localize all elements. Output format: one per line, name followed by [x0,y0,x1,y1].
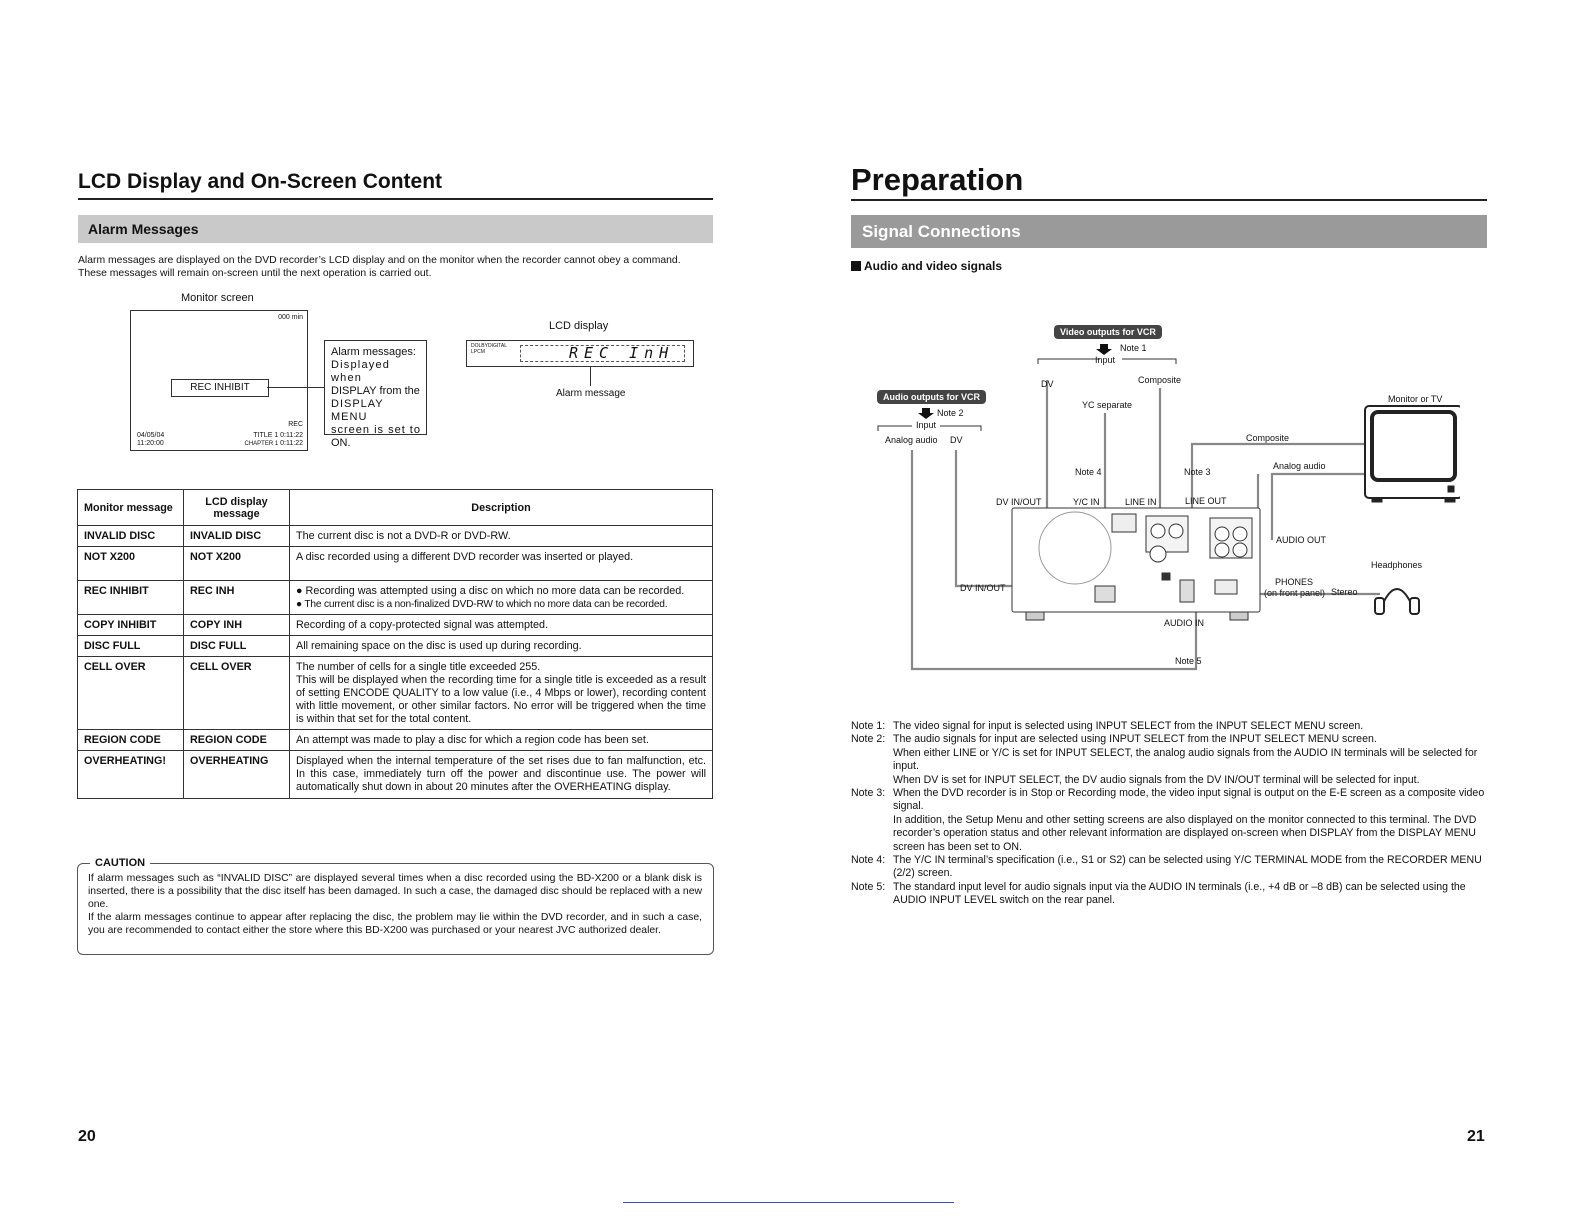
headphones-icon [1375,589,1419,614]
audio-outputs-badge: Audio outputs for VCR [877,390,986,404]
table-row [78,547,713,581]
note-label: Note 4: [851,854,886,867]
table-row [78,636,713,657]
callout-line: DISPLAY from the [331,385,420,397]
callout-line: DISPLAY MENU [331,398,384,423]
note-text: The audio signals for input are selected using INPUT SELECT from the INPUT SELECT MENU screen. When either LINE or Y/C is set for INPUT SELECT, the analog audio signals from the AUDIO IN terminals will be selected for input. When DV is set for INPUT SELECT, the DV audio signals from the DV IN/OUT terminal will be selected for input. [893,733,1478,786]
monitor-chapter-line [245,440,303,447]
table-cell-monitor: REGION CODE [78,730,184,751]
diagram-label: DV [950,435,963,445]
table-cell-lcd: REC INH [184,581,290,615]
monitor-title-line: TITLE 1 0:11:22 [253,432,303,439]
monitor-rec-status: REC [288,421,303,428]
intro-text [78,254,718,280]
diagram-label: Y/C IN [1073,497,1100,507]
lcd-caption: LCD display [549,320,609,332]
diagram-label: Composite [1138,375,1182,385]
monitor-caption: Monitor screen [181,292,254,304]
monitor-remaining: 000 min [278,314,303,321]
diagram-label: Headphones [1371,560,1423,570]
diagram-label: Note 1 [1120,343,1147,353]
section-title: Signal Connections [862,222,1021,241]
lcd-badge-lpcm: LPCM [471,349,485,355]
lcd-alarm-label: Alarm message [556,388,626,399]
diagram-label: AUDIO IN [1164,618,1205,628]
table-cell-desc: Displayed when the internal temperature of the set rises due to fan malfunction, etc. In this case, immediately turn off the power and discontinue use. The power will automatically shut down in about 20 minutes after the OVERHEATING display. [290,751,713,799]
diagram-label: Stereo [1331,587,1358,597]
note-item [851,881,1489,908]
desc-bullet: ● The current disc is a non-finalized DVD-RW to which no more data can be recorded. [296,599,668,610]
table-row [78,657,713,730]
diagram-label: Note 5 [1175,656,1202,666]
note-label: Note 5: [851,880,886,893]
table-header: LCD display message [184,490,290,526]
diagram-label: AUDIO OUT [1276,535,1327,545]
left-page-number: 20 [78,1128,96,1145]
caution-title: CAUTION [90,857,150,869]
table-cell-monitor: OVERHEATING! [78,751,184,799]
diagram-label: PHONES [1275,577,1314,587]
note-item [851,733,1489,787]
table-cell-lcd: DISC FULL [184,636,290,657]
note-text: When the DVD recorder is in Stop or Recording mode, the video input signal is output on the E-E screen as a composite video signal. In addition, the Setup Menu and other setting screens are also displayed on the monitor connected to this terminal. The DVD recorder’s operation status and other relevant information are displayed on-screen when DISPLAY from the DISPLAY MENU screen has been set to ON. [893,787,1485,853]
monitor-chapter-time: 0:11:22 [280,440,303,447]
table-cell-lcd: NOT X200 [184,547,290,581]
callout-line: ON. [331,437,351,449]
table-cell-lcd: OVERHEATING [184,751,290,799]
note-text: The Y/C IN terminal’s specification (i.e., S1 or S2) can be selected using Y/C TERMINAL MODE from the RECORDER MENU (2/2) screen. [893,854,1482,880]
diagram-label: LINE OUT [1185,496,1227,506]
diagram-label: DV IN/OUT [960,583,1006,593]
table-cell-lcd: COPY INH [184,615,290,636]
lcd-badge-dolby: DOLBYDIGITAL [471,343,508,349]
note-label: Note 2: [851,733,886,746]
diagram-label: DV IN/OUT [996,497,1042,507]
table-cell-monitor: CELL OVER [78,657,184,730]
diagram-label: Note 3 [1184,467,1211,477]
diagram-label: YC separate [1082,400,1133,410]
note-item [851,787,1489,854]
table-cell-desc [290,581,713,615]
monitor-date: 04/05/04 [137,432,165,439]
monitor-chapter-label: CHAPTER 1 [244,441,279,447]
right-title-rule [851,199,1487,201]
video-outputs-badge: Video outputs for VCR [1054,325,1162,339]
table-cell-lcd: REGION CODE [184,730,290,751]
recorder-rear-panel [1012,508,1260,620]
table-cell-lcd: CELL OVER [184,657,290,730]
diagram-label: Input [916,420,937,430]
caution-text [88,872,702,937]
footer-link-rule [623,1202,954,1203]
section-title: Alarm Messages [88,221,199,237]
table-cell-desc: The current disc is not a DVD-R or DVD-RW. [290,526,713,547]
note-item [851,720,1489,733]
table-cell-monitor: COPY INHIBIT [78,615,184,636]
diagram-label: Analog audio [885,435,938,445]
diagram-label: Monitor or TV [1388,394,1443,404]
lcd-segment-area [520,345,685,362]
left-title-rule [78,198,713,200]
diagram-label: LINE IN [1125,497,1157,507]
table-cell-monitor: NOT X200 [78,547,184,581]
caution-paragraph: If alarm messages such as “INVALID DISC” are displayed several times when a disc recorded using the BD-X200 or a blank disk is inserted, there is a possibility that the disc itself has been damaged. In such a case, the damaged disc should be replaced with a new one. [88,873,702,910]
diagram-label: Note 4 [1075,467,1102,477]
monitor-screen [130,310,308,451]
note-label: Note 1: [851,720,886,732]
caution-box [77,857,714,955]
diagram-label: Input [1095,355,1116,365]
note-item [851,854,1489,881]
caution-paragraph: If the alarm messages continue to appear after replacing the disc, the problem may lie within the DVD recorder, and in such a case, you are recommended to contact either the store where this BD-X200 was purchased or your nearest JVC authorized dealer. [88,912,702,936]
diagram-label: Note 2 [937,408,964,418]
callout-line: screen is set to [331,424,421,436]
note-label: Note 3: [851,787,886,800]
diagram-label: (on front panel) [1264,588,1326,598]
callout-line: Alarm messages: [331,346,416,358]
monitor-time: 11:20:00 [137,440,164,447]
intro-line-1: Alarm messages are displayed on the DVD recorder’s LCD display and on the monitor when the recorder cannot obey a command. [78,255,681,266]
subsection-heading: Audio and video signals [851,259,1002,273]
right-page-title: Preparation [851,162,1024,197]
diagram-label: Analog audio [1273,461,1326,471]
desc-bullet: ● Recording was attempted using a disc on which no more data can be recorded. [296,585,685,597]
notes-list [851,720,1489,908]
lcd-pointer-line [590,367,591,386]
table-row [78,730,713,751]
table-cell-desc: Recording of a copy-protected signal was attempted. [290,615,713,636]
section-band-alarm [78,215,713,243]
square-bullet-icon [851,261,861,271]
intro-line-2: These messages will remain on-screen until the next operation is carried out. [78,268,432,279]
table-cell-desc [290,657,713,730]
section-band-signal [851,215,1487,248]
desc-line: This will be displayed when the recording time for a single title is exceeded as a result of setting ENCODE QUALITY to a low value (i.e., 4 Mbps or lower), recording content with little movement, or other similar factors. No error will be triggered when the time is within that set for the total content. [296,674,706,725]
table-cell-desc: An attempt was made to play a disc for which a region code has been set. [290,730,713,751]
right-page-number: 21 [1467,1128,1485,1145]
table-row [78,581,713,615]
monitor-tv-icon [1365,406,1460,502]
table-row [78,615,713,636]
table-cell-desc: All remaining space on the disc is used up during recording. [290,636,713,657]
callout-line: Displayed when [331,359,391,384]
connection-diagram [860,318,1460,678]
table-cell-monitor: INVALID DISC [78,526,184,547]
table-row [78,751,713,799]
table-header-row [78,490,713,526]
desc-line: The number of cells for a single title exceeded 255. [296,661,541,673]
note-text: The standard input level for audio signals input via the AUDIO IN terminals (i.e., +4 dB or –8 dB) can be selected using the AUDIO INPUT LEVEL switch on the rear panel. [893,880,1466,907]
lcd-segment-text: REC InH [569,344,675,362]
alarm-messages-table [77,489,713,799]
table-header: Monitor message [78,490,184,526]
diagram-label: DV [1041,379,1054,389]
table-header: Description [290,490,713,526]
lcd-display [466,340,694,367]
table-cell-desc: A disc recorded using a different DVD recorder was inserted or played. [290,547,713,581]
table-row [78,526,713,547]
alarm-callout-box [324,340,427,449]
callout-connector [267,387,324,388]
monitor-alarm-box: REC INHIBIT [171,379,269,397]
diagram-label: Composite [1246,433,1290,443]
left-page-title: LCD Display and On-Screen Content [78,170,443,193]
note-text: The video signal for input is selected using INPUT SELECT from the INPUT SELECT MENU screen. [893,720,1364,732]
table-cell-monitor: DISC FULL [78,636,184,657]
table-cell-lcd: INVALID DISC [184,526,290,547]
table-cell-monitor: REC INHIBIT [78,581,184,615]
